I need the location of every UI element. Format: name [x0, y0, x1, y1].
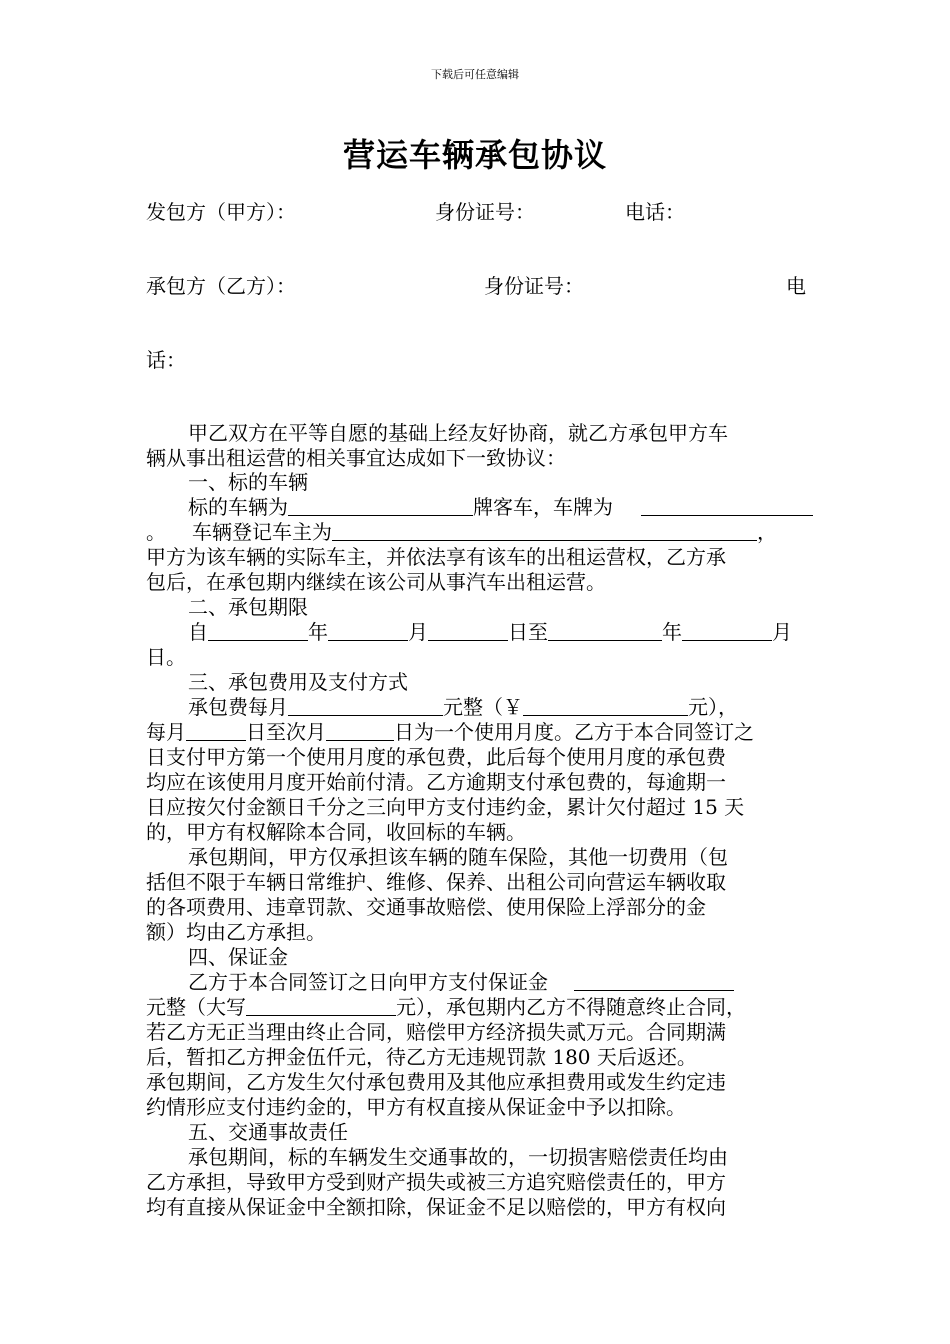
s5-line-2: 乙方承担，导致甲方受到财产损失或被三方追究赔偿责任的，甲方 [146, 1170, 726, 1194]
s1-line-4: 包后，在承包期内继续在该公司从事汽车出租运营。 [146, 570, 606, 594]
plate-number-blank[interactable] [641, 496, 813, 516]
document-title: 营运车辆承包协议 [342, 136, 607, 174]
s1-line-2 [146, 520, 806, 545]
s1-text-4: 车辆登记车主为 [192, 520, 332, 544]
s3-p2-line-2: 括但不限于车辆日常维护、维修、保养、出租公司向营运车辆收取 [146, 870, 726, 894]
deposit-uppercase-blank[interactable] [246, 996, 396, 1016]
intro-line-1: 甲乙双方在平等自愿的基础上经友好协商，就乙方承包甲方车 [188, 421, 728, 445]
s1-line-3: 甲方为该车辆的实际车主，并依法享有该车的出租运营权，乙方承 [146, 545, 726, 569]
section-2-heading: 二、承包期限 [188, 595, 308, 619]
s2-text-7: 日。 [146, 645, 186, 669]
deposit-amount-blank[interactable] [574, 971, 734, 991]
s4-line-4: 后，暂扣乙方押金伍仟元，待乙方无违规罚款 180 天后返还。 [146, 1045, 697, 1069]
party-b-label: 承包方（乙方）： [146, 274, 296, 298]
party-b-id-label: 身份证号： [484, 274, 584, 298]
s3-text-4: 每月 [146, 720, 186, 744]
s3-text-5: 日至次月 [246, 720, 326, 744]
monthly-fee-amount-blank[interactable] [523, 696, 688, 716]
period-end-day-blank[interactable] [326, 721, 394, 741]
end-year-blank[interactable] [548, 621, 662, 641]
s5-line-1: 承包期间，标的车辆发生交通事故的，一切损害赔偿责任均由 [188, 1145, 728, 1169]
section-1-heading: 一、标的车辆 [188, 470, 308, 494]
s3-text-1: 承包费每月 [188, 695, 288, 719]
s2-text-1: 自 [188, 620, 208, 644]
s3-text-6: 日为一个使用月度。乙方于本合同签订之 [394, 720, 754, 744]
party-b-phone-label-2: 话： [146, 348, 186, 372]
party-a-id-label: 身份证号： [435, 200, 535, 224]
start-month-blank[interactable] [328, 621, 408, 641]
party-b-row [146, 274, 806, 299]
registered-owner-blank[interactable] [332, 521, 757, 541]
s1-text-2: 牌客车，车牌为 [473, 495, 613, 519]
party-a-row [146, 200, 806, 225]
party-a-label: 发包方（甲方）： [146, 200, 296, 224]
s3-line-3: 日支付甲方第一个使用月度的承包费，此后每个使用月度的承包费 [146, 745, 726, 769]
s2-text-2: 年 [308, 620, 328, 644]
s1-text-1: 标的车辆为 [188, 495, 288, 519]
start-year-blank[interactable] [208, 621, 308, 641]
s4-line-1 [146, 970, 848, 995]
s4-text-1: 乙方于本合同签订之日向甲方支付保证金 [188, 970, 548, 994]
monthly-fee-blank[interactable] [288, 696, 443, 716]
s3-line-5: 日应按欠付金额日千分之三向甲方支付违约金，累计欠付超过 15 天 [146, 795, 745, 819]
s4-line-2 [146, 995, 806, 1020]
s3-p2-line-3: 的各项费用、违章罚款、交通事故赔偿、使用保险上浮部分的金 [146, 895, 706, 919]
party-b-phone-label-1: 电 [786, 274, 806, 298]
s3-line-1 [146, 695, 848, 720]
intro-line-2: 辆从事出租运营的相关事宜达成如下一致协议： [146, 446, 566, 470]
section-3-heading: 三、承包费用及支付方式 [188, 670, 408, 694]
s1-text-3: 。 [146, 520, 166, 544]
s3-p2-line-1: 承包期间，甲方仅承担该车辆的随车保险，其他一切费用（包 [188, 845, 728, 869]
s3-line-2 [146, 720, 806, 745]
s1-line-1 [146, 495, 848, 520]
header-note: 下载后可任意编辑 [431, 68, 519, 81]
period-start-day-blank[interactable] [186, 721, 246, 741]
s4-text-2: 元整（大写 [146, 995, 246, 1019]
s2-text-4: 日至 [508, 620, 548, 644]
s3-line-6: 的，甲方有权解除本合同，收回标的车辆。 [146, 820, 526, 844]
s4-line-6: 约情形应支付违约金的，甲方有权直接从保证金中予以扣除。 [146, 1095, 686, 1119]
section-5-heading: 五、交通事故责任 [188, 1120, 348, 1144]
s3-text-2: 元整（￥ [443, 695, 523, 719]
s2-text-6: 月 [772, 620, 792, 644]
s2-text-3: 月 [408, 620, 428, 644]
s2-line-1 [146, 620, 848, 645]
s4-line-5: 承包期间，乙方发生欠付承包费用及其他应承担费用或发生约定违 [146, 1070, 726, 1094]
s1-text-5: ， [757, 520, 777, 544]
section-4-heading: 四、保证金 [188, 945, 288, 969]
s4-text-3: 元），承包期内乙方不得随意终止合同， [396, 995, 746, 1019]
start-day-blank[interactable] [428, 621, 508, 641]
s5-line-3: 均有直接从保证金中全额扣除，保证金不足以赔偿的，甲方有权向 [146, 1195, 726, 1219]
end-month-blank[interactable] [682, 621, 772, 641]
s3-p2-line-4: 额）均由乙方承担。 [146, 920, 326, 944]
s4-line-3: 若乙方无正当理由终止合同，赔偿甲方经济损失贰万元。合同期满 [146, 1020, 726, 1044]
s2-text-5: 年 [662, 620, 682, 644]
s3-text-3: 元）， [688, 695, 738, 719]
s3-line-4: 均应在该使用月度开始前付清。乙方逾期支付承包费的，每逾期一 [146, 770, 726, 794]
party-a-phone-label: 电话： [625, 200, 685, 224]
vehicle-type-blank[interactable] [288, 496, 473, 516]
